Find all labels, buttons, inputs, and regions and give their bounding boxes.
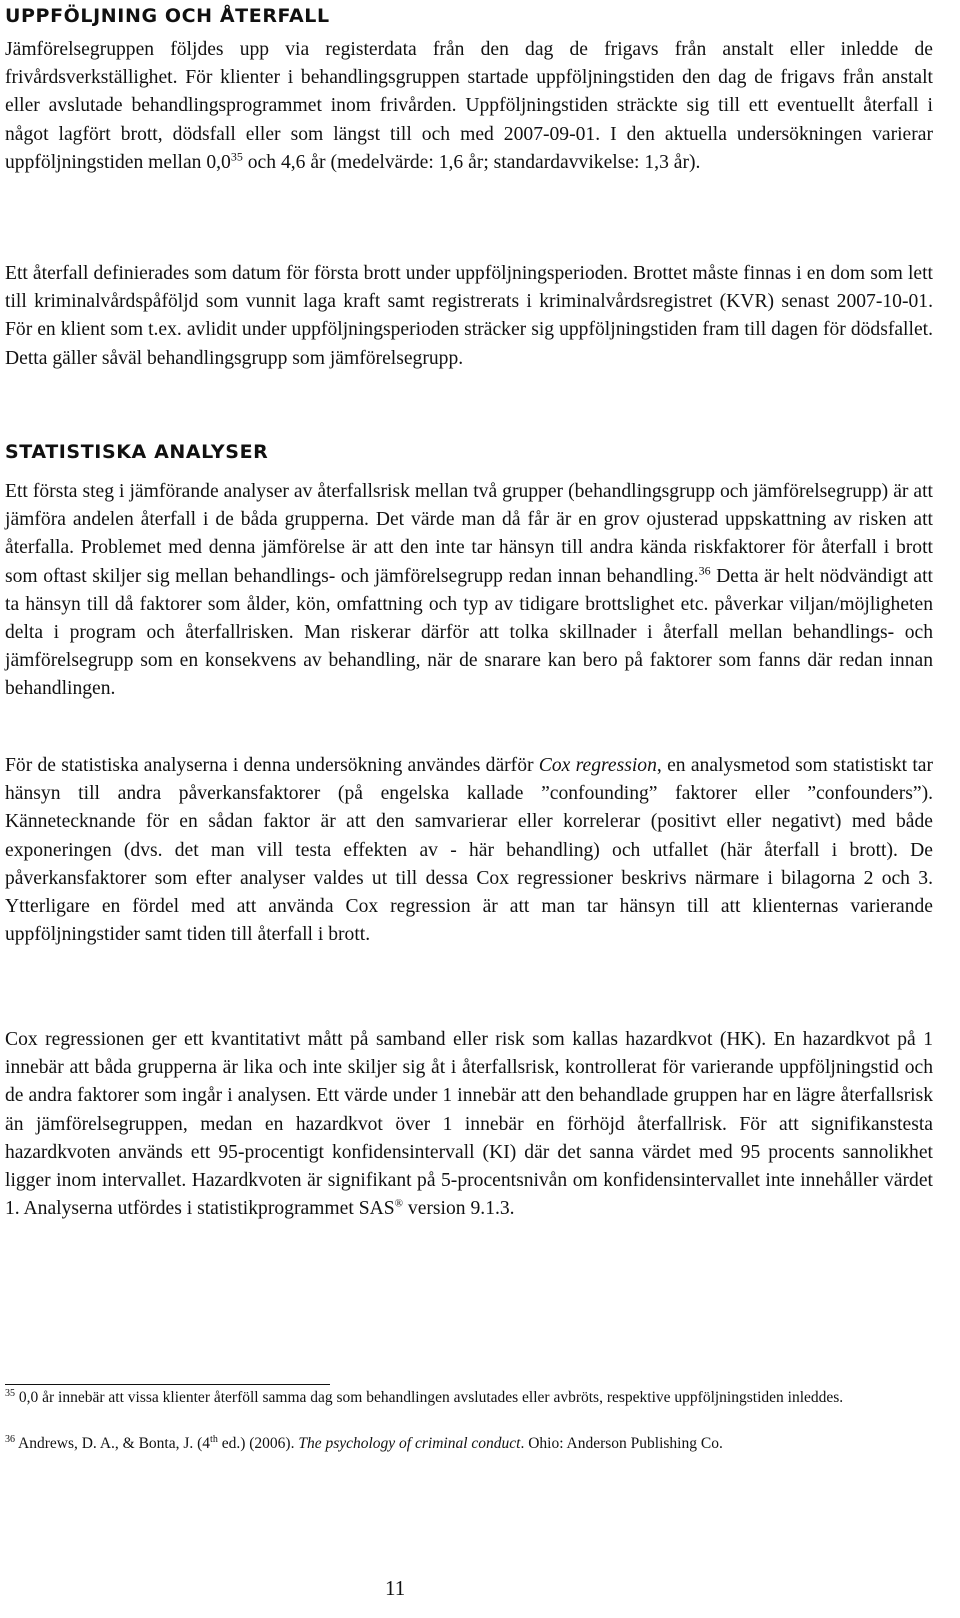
term-cox-regression: Cox regression — [538, 755, 657, 776]
page-number: 11 — [385, 1576, 406, 1600]
paragraph-text: Jämförelsegruppen följdes upp via registerdata från den dag de frigavs från anstalt eller inledde de frivårdsverkställighet. För klienter i behandlingsgruppen startade uppföljningstiden den dag de frigavs från anstalt eller avslutade behandlingsprogrammet inom frivården. Uppföljningstiden sträckte sig till ett eventuellt återfall i något lagfört brott, dödsfall eller som längst till och med 2007-09-01. I den aktuella undersökningen varierar uppföljningstiden mellan 0,0 — [5, 39, 933, 173]
book-title: The psychology of criminal conduct — [298, 1435, 521, 1452]
paragraph-followup — [5, 36, 933, 177]
paragraph-text: , en analysmetod som statistiskt tar hänsyn till andra påverkansfaktorer (på engelska kallade ”confounding” faktorer eller ”confounders”). Kännetecknande för en sådan faktor är att den samvarierar eller korrelerar (positivt eller negativt) med både exponeringen (dvs. det man vill testa effekten av - här behandling) och utfallet (här återfall i brott). De påverkansfaktorer som efter analyser valdes ut till dessa Cox regressioner beskrivs närmare i bilagorna 2 och 3. Ytterligare en fördel med att använda Cox regression är att man tar hänsyn till att klienternas varierande uppföljningstider samt tiden till återfall i brott. — [5, 755, 934, 946]
footnote-divider — [5, 1384, 330, 1385]
footnote-35 — [5, 1386, 933, 1409]
footnote-number: 36 — [5, 1433, 15, 1445]
paragraph-text: Cox regressionen ger ett kvantitativt mått på samband eller risk som kallas hazardkvot (HK). En hazardkvot på 1 innebär att båda grupperna är lika och inte skiljer sig åt i återfallsrisk, kontrollerat för varierande uppföljningstid och de andra faktorer som ingår i analysen. Ett värde under 1 innebär att den behandlade gruppen har en lägre återfallsrisk än jämförelsegruppen, medan en hazardkvot över 1 innebär en förhöjd återfallrisk. För att signifikanstesta hazardkvoten används ett 95-procentigt konfidensintervall (KI) där det sanna värdet med 95 procents sannolikhet ligger inom intervallet. Hazardkvoten är signifikant på 5-procentsnivån om konfidensintervallet inte innehåller värdet 1. Analyserna utfördes i statistikprogrammet SAS — [5, 1029, 933, 1220]
paragraph-text: Ett första steg i jämförande analyser av återfallsrisk mellan två grupper (behandlingsgrupp och jämförelsegrupp) är att jämföra andelen återfall i de båda grupperna. Det värde man då får är en grov ojusterad uppskattning av risken att återfalla. Problemet med denna jämförelse är att den inte tar hänsyn till andra kända riskfaktorer för återfall i brott som oftast skiljer sig mellan behandlings- och jämförelsegrupp redan innan behandling. — [5, 481, 933, 587]
footnote-text: 0,0 år innebär att vissa klienter återföll samma dag som behandlingen avslutades eller avbröts, respektive uppföljningstiden inleddes. — [15, 1389, 844, 1406]
footnote-number: 35 — [5, 1387, 15, 1399]
paragraph-cox-regression — [5, 752, 933, 949]
paragraph-text: För de statistiska analyserna i denna undersökning användes därför — [5, 755, 539, 776]
footnote-ref-36[interactable]: 36 — [698, 563, 711, 578]
section-heading-statistiska: STATISTISKA ANALYSER — [5, 441, 269, 463]
footnote-36 — [5, 1432, 933, 1455]
paragraph-text: Detta är helt nödvändigt att ta hänsyn till då faktorer som ålder, kön, omfattning och typ av tidigare brottslighet etc. påverkar viljan/möjligheten delta i program och återfallrisken. Man riskerar därför att tolka skillnader i återfall mellan behandlings- och jämförelsegrupp som en konsekvens av behandling, när de snarare kan bero på faktorer som fanns där redan innan behandlingen. — [5, 565, 933, 700]
footnote-ref-35[interactable]: 35 — [230, 149, 243, 164]
section-heading-uppfoljning: UPPFÖLJNING OCH ÅTERFALL — [5, 5, 330, 27]
paragraph-hazard-ratio — [5, 1026, 933, 1223]
paragraph-first-step — [5, 478, 933, 704]
paragraph-text: version 9.1.3. — [403, 1198, 515, 1220]
footnote-text: Andrews, D. A., & Bonta, J. (4 — [15, 1435, 211, 1452]
footnote-text: . Ohio: Anderson Publishing Co. — [520, 1435, 723, 1452]
registered-mark: ® — [394, 1197, 404, 1210]
ordinal-suffix: th — [210, 1433, 218, 1445]
paragraph-text: och 4,6 år (medelvärde: 1,6 år; standardavvikelse: 1,3 år). — [242, 151, 701, 173]
paragraph-recidivism-definition: Ett återfall definierades som datum för första brott under uppföljningsperioden. Brottet måste finnas i en dom som lett till kriminalvårdspåföljd som vunnit laga kraft samt registrerats i kriminalvårdsregistret (KVR) senast 2007-10-01. För en klient som t.ex. avlidit under uppföljningsperioden sträcker sig uppföljningstiden fram till dagen för dödsfallet. Detta gäller såväl behandlingsgrupp som jämförelsegrupp. — [5, 263, 933, 369]
footnote-text: ed.) (2006). — [217, 1435, 299, 1452]
